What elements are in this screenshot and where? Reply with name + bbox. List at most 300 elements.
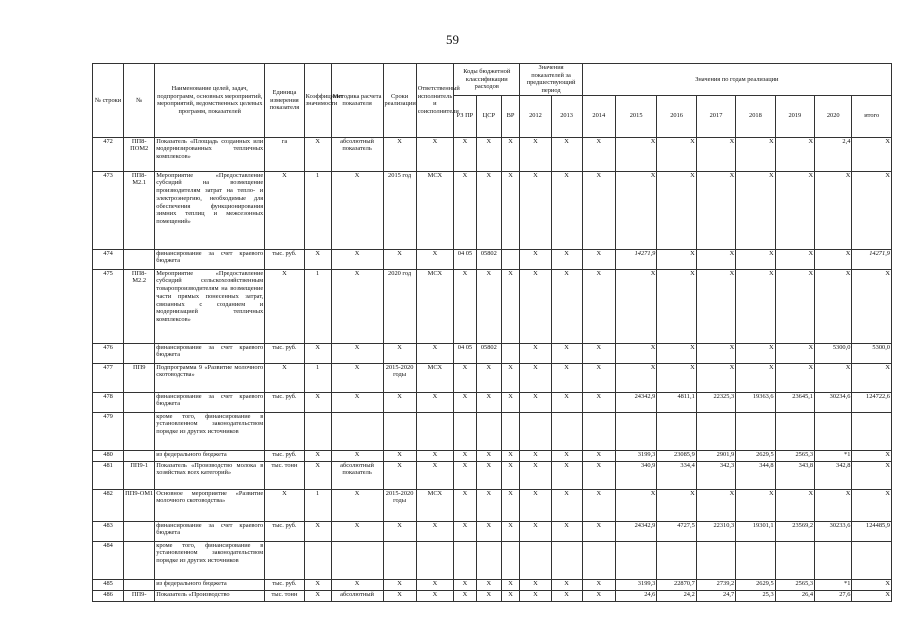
cell-rz: Х: [454, 590, 477, 601]
cell-y2015: 340,9: [615, 461, 657, 489]
cell-y2016: Х: [657, 343, 696, 363]
table-row: [93, 343, 892, 363]
cell-y2018: Х: [736, 343, 775, 363]
cell-unit: тыс. руб.: [265, 392, 304, 412]
cell-vr: Х: [501, 137, 520, 171]
cell-y2020: 27,6: [815, 590, 852, 601]
cell-total: Х: [852, 489, 892, 521]
cell-y2017: 2901,9: [696, 450, 735, 461]
cell-y2015: Х: [615, 137, 657, 171]
cell-y2017: Х: [696, 137, 735, 171]
cell-y2014: Х: [582, 137, 615, 171]
cell-code: [124, 392, 155, 412]
cell-unit: тыс. руб.: [265, 579, 304, 590]
cell-y2014: Х: [582, 269, 615, 343]
cell-y2015: [615, 541, 657, 579]
cell-csr: Х: [476, 489, 501, 521]
cell-csr: [476, 541, 501, 579]
cell-term: Х: [383, 343, 416, 363]
cell-total: 124722,6: [852, 392, 892, 412]
cell-vr: [501, 249, 520, 269]
cell-rz: Х: [454, 461, 477, 489]
cell-y2020: 2,4: [815, 137, 852, 171]
cell-y2018: Х: [736, 363, 775, 392]
cell-y2018: 25,3: [736, 590, 775, 601]
cell-y2014: Х: [582, 343, 615, 363]
cell-coef: Х: [304, 590, 331, 601]
cell-code: ПП9-ОМ1: [124, 489, 155, 521]
cell-y2016: Х: [657, 171, 696, 249]
cell-n: 476: [93, 343, 124, 363]
cell-y2016: 4811,1: [657, 392, 696, 412]
header-rz: РЗ ПР: [454, 95, 477, 137]
cell-y2020: Х: [815, 269, 852, 343]
cell-y2017: 2739,2: [696, 579, 735, 590]
cell-name: Мероприятие «Предоставление субсидий на возмещение производителям затрат на тепло- и электроэнергию, необходимые для обеспечения функционирования зимних теплиц и межсезонных помещений»: [155, 171, 265, 249]
cell-vr: [501, 343, 520, 363]
cell-unit: Х: [265, 171, 304, 249]
header-responsible: Ответственный исполнитель и соисполнители: [416, 64, 453, 138]
cell-resp: Х: [416, 450, 453, 461]
cell-y2018: 19363,6: [736, 392, 775, 412]
cell-method: абсолютный: [331, 590, 383, 601]
cell-resp: Х: [416, 461, 453, 489]
cell-vr: Х: [501, 363, 520, 392]
cell-coef: 1: [304, 269, 331, 343]
cell-csr: Х: [476, 450, 501, 461]
header-2012: 2012: [520, 95, 551, 137]
cell-name: Подпрограмма 9 «Развитие молочного скотоводства»: [155, 363, 265, 392]
cell-y2014: Х: [582, 461, 615, 489]
cell-vr: Х: [501, 171, 520, 249]
cell-resp: [416, 412, 453, 450]
cell-name: финансирование за счет краевого бюджета: [155, 392, 265, 412]
cell-y2018: Х: [736, 249, 775, 269]
cell-y2015: Х: [615, 171, 657, 249]
cell-vr: [501, 412, 520, 450]
cell-y2017: [696, 412, 735, 450]
header-code: №: [124, 64, 155, 138]
header-method: Методика расчета показателя: [331, 64, 383, 138]
cell-csr: 05802: [476, 249, 501, 269]
cell-coef: Х: [304, 137, 331, 171]
cell-y2016: 24,2: [657, 590, 696, 601]
cell-y2013: Х: [551, 343, 582, 363]
cell-y2013: [551, 541, 582, 579]
cell-total: Х: [852, 269, 892, 343]
cell-y2020: 30234,6: [815, 392, 852, 412]
cell-name: финансирование за счет краевого бюджета: [155, 249, 265, 269]
cell-y2016: Х: [657, 269, 696, 343]
cell-y2014: [582, 541, 615, 579]
cell-resp: Х: [416, 521, 453, 541]
cell-y2012: [520, 412, 551, 450]
cell-code: ПП9-: [124, 590, 155, 601]
cell-vr: Х: [501, 392, 520, 412]
cell-method: Х: [331, 249, 383, 269]
cell-coef: Х: [304, 450, 331, 461]
cell-code: [124, 412, 155, 450]
cell-y2014: Х: [582, 450, 615, 461]
cell-y2019: 23569,2: [775, 521, 814, 541]
cell-csr: [476, 412, 501, 450]
cell-term: 2015 год: [383, 171, 416, 249]
header-2015: 2015: [615, 95, 657, 137]
cell-y2018: [736, 541, 775, 579]
cell-total: Х: [852, 363, 892, 392]
table-row: [93, 249, 892, 269]
cell-code: [124, 249, 155, 269]
cell-vr: [501, 541, 520, 579]
cell-n: 477: [93, 363, 124, 392]
cell-y2017: 22310,3: [696, 521, 735, 541]
cell-y2016: [657, 541, 696, 579]
cell-y2012: Х: [520, 269, 551, 343]
cell-code: ПП9-1: [124, 461, 155, 489]
cell-y2020: [815, 541, 852, 579]
cell-method: [331, 412, 383, 450]
cell-csr: Х: [476, 171, 501, 249]
cell-y2017: 342,3: [696, 461, 735, 489]
cell-name: Показатель «Производство молока в хозяйствах всех категорий»: [155, 461, 265, 489]
cell-rz: Х: [454, 450, 477, 461]
cell-y2018: Х: [736, 171, 775, 249]
cell-y2017: Х: [696, 249, 735, 269]
cell-name: из федерального бюджета: [155, 450, 265, 461]
cell-name: кроме того, финансирование в установленном законодательством порядке из других источников: [155, 541, 265, 579]
cell-unit: тыс. руб.: [265, 249, 304, 269]
cell-vr: Х: [501, 521, 520, 541]
cell-y2012: Х: [520, 521, 551, 541]
cell-y2014: Х: [582, 521, 615, 541]
cell-y2019: 2565,3: [775, 450, 814, 461]
table-row: [93, 521, 892, 541]
cell-y2019: 23645,1: [775, 392, 814, 412]
cell-y2013: Х: [551, 171, 582, 249]
cell-rz: Х: [454, 363, 477, 392]
cell-total: 5300,0: [852, 343, 892, 363]
cell-y2014: [582, 412, 615, 450]
cell-total: Х: [852, 590, 892, 601]
cell-method: Х: [331, 450, 383, 461]
cell-resp: Х: [416, 392, 453, 412]
cell-y2018: Х: [736, 269, 775, 343]
header-name: Наименование целей, задач, подпрограмм, основных мероприятий, мероприятий, ведомственных целевых программ, показателей: [155, 64, 265, 138]
header-budget-codes: Коды бюджетной классификации расходов: [454, 64, 520, 96]
cell-resp: Х: [416, 249, 453, 269]
cell-unit: тыс. тонн: [265, 590, 304, 601]
cell-y2017: Х: [696, 363, 735, 392]
cell-code: ПП8-М2.1: [124, 171, 155, 249]
cell-vr: Х: [501, 489, 520, 521]
cell-y2015: 24342,9: [615, 392, 657, 412]
cell-total: [852, 412, 892, 450]
cell-unit: Х: [265, 363, 304, 392]
cell-y2015: Х: [615, 269, 657, 343]
cell-y2012: Х: [520, 363, 551, 392]
cell-resp: МСХ: [416, 489, 453, 521]
cell-term: Х: [383, 590, 416, 601]
cell-y2012: Х: [520, 590, 551, 601]
cell-method: Х: [331, 489, 383, 521]
cell-y2019: Х: [775, 171, 814, 249]
cell-unit: [265, 541, 304, 579]
cell-n: 473: [93, 171, 124, 249]
cell-y2013: Х: [551, 521, 582, 541]
cell-y2018: 19301,1: [736, 521, 775, 541]
cell-resp: [416, 541, 453, 579]
cell-csr: Х: [476, 590, 501, 601]
cell-coef: Х: [304, 392, 331, 412]
cell-csr: Х: [476, 392, 501, 412]
cell-y2014: Х: [582, 392, 615, 412]
header-unit: Единица измерения показателя: [265, 64, 304, 138]
header-2013: 2013: [551, 95, 582, 137]
cell-method: Х: [331, 363, 383, 392]
cell-y2014: Х: [582, 171, 615, 249]
cell-rz: 04 05: [454, 343, 477, 363]
header-term: Сроки реализации: [383, 64, 416, 138]
cell-rz: Х: [454, 269, 477, 343]
cell-method: Х: [331, 343, 383, 363]
cell-y2014: Х: [582, 489, 615, 521]
cell-name: Показатель «Производство: [155, 590, 265, 601]
cell-n: 486: [93, 590, 124, 601]
cell-coef: [304, 412, 331, 450]
cell-rz: Х: [454, 521, 477, 541]
cell-unit: га: [265, 137, 304, 171]
cell-code: [124, 521, 155, 541]
header-years-title: Значения по годам реализации: [582, 64, 891, 96]
cell-y2015: Х: [615, 489, 657, 521]
cell-y2014: Х: [582, 249, 615, 269]
cell-n: 480: [93, 450, 124, 461]
table-row: [93, 392, 892, 412]
cell-y2020: Х: [815, 249, 852, 269]
cell-name: Мероприятие «Предоставление субсидий сельскохозяйственным товаропроизводителям на возмещение части прямых понесенных затрат, связанных с созданием и модернизацией тепличных комплексов»: [155, 269, 265, 343]
cell-y2020: *1: [815, 579, 852, 590]
cell-total: Х: [852, 579, 892, 590]
cell-method: Х: [331, 171, 383, 249]
cell-y2015: 3199,3: [615, 579, 657, 590]
cell-coef: Х: [304, 579, 331, 590]
cell-method: абсолютный показатель: [331, 461, 383, 489]
cell-y2012: [520, 541, 551, 579]
cell-y2012: Х: [520, 392, 551, 412]
cell-term: Х: [383, 249, 416, 269]
cell-vr: Х: [501, 590, 520, 601]
cell-y2017: 22325,3: [696, 392, 735, 412]
table-row: [93, 171, 892, 249]
cell-y2013: Х: [551, 137, 582, 171]
cell-csr: Х: [476, 269, 501, 343]
cell-y2019: [775, 412, 814, 450]
cell-y2016: 22870,7: [657, 579, 696, 590]
cell-rz: Х: [454, 489, 477, 521]
cell-code: [124, 343, 155, 363]
cell-y2020: 342,8: [815, 461, 852, 489]
cell-rz: Х: [454, 579, 477, 590]
cell-term: Х: [383, 461, 416, 489]
cell-y2018: [736, 412, 775, 450]
cell-unit: Х: [265, 269, 304, 343]
cell-method: Х: [331, 392, 383, 412]
cell-resp: МСХ: [416, 363, 453, 392]
cell-rz: [454, 412, 477, 450]
cell-y2018: 2629,5: [736, 450, 775, 461]
cell-rz: Х: [454, 137, 477, 171]
cell-unit: тыс. руб.: [265, 521, 304, 541]
cell-resp: Х: [416, 343, 453, 363]
cell-vr: Х: [501, 450, 520, 461]
program-table: [92, 63, 892, 602]
cell-total: Х: [852, 450, 892, 461]
cell-y2013: Х: [551, 363, 582, 392]
cell-resp: Х: [416, 137, 453, 171]
cell-y2016: 4727,5: [657, 521, 696, 541]
cell-total: [852, 541, 892, 579]
cell-y2013: Х: [551, 579, 582, 590]
cell-y2012: Х: [520, 171, 551, 249]
cell-y2016: Х: [657, 363, 696, 392]
cell-n: 484: [93, 541, 124, 579]
cell-name: финансирование за счет краевого бюджета: [155, 343, 265, 363]
cell-rz: Х: [454, 171, 477, 249]
cell-y2019: 2565,3: [775, 579, 814, 590]
header-2016: 2016: [657, 95, 696, 137]
table-row: [93, 579, 892, 590]
cell-y2019: [775, 541, 814, 579]
cell-n: 479: [93, 412, 124, 450]
cell-y2016: [657, 412, 696, 450]
cell-y2020: *1: [815, 450, 852, 461]
cell-y2012: Х: [520, 489, 551, 521]
cell-vr: Х: [501, 269, 520, 343]
cell-y2014: Х: [582, 590, 615, 601]
table-body: [93, 137, 892, 601]
cell-y2015: 24342,9: [615, 521, 657, 541]
cell-total: Х: [852, 171, 892, 249]
cell-n: 485: [93, 579, 124, 590]
cell-term: Х: [383, 450, 416, 461]
cell-y2015: 3199,3: [615, 450, 657, 461]
cell-rz: [454, 541, 477, 579]
cell-y2017: 24,7: [696, 590, 735, 601]
cell-y2019: Х: [775, 363, 814, 392]
cell-n: 483: [93, 521, 124, 541]
cell-unit: тыс. руб.: [265, 343, 304, 363]
cell-csr: Х: [476, 579, 501, 590]
cell-y2017: Х: [696, 269, 735, 343]
cell-unit: Х: [265, 489, 304, 521]
cell-y2019: Х: [775, 249, 814, 269]
cell-y2020: Х: [815, 171, 852, 249]
cell-term: [383, 412, 416, 450]
cell-code: ПП8-ПОМ2: [124, 137, 155, 171]
cell-method: Х: [331, 269, 383, 343]
header-csr: ЦСР: [476, 95, 501, 137]
table-row: [93, 269, 892, 343]
cell-y2013: [551, 412, 582, 450]
cell-coef: Х: [304, 461, 331, 489]
cell-y2019: 26,4: [775, 590, 814, 601]
cell-y2015: [615, 412, 657, 450]
cell-y2012: Х: [520, 249, 551, 269]
cell-y2012: Х: [520, 343, 551, 363]
cell-y2016: Х: [657, 137, 696, 171]
cell-name: финансирование за счет краевого бюджета: [155, 521, 265, 541]
cell-coef: Х: [304, 521, 331, 541]
page-number: 59: [446, 32, 459, 47]
cell-y2012: Х: [520, 137, 551, 171]
cell-code: [124, 450, 155, 461]
cell-y2018: Х: [736, 489, 775, 521]
header-previous-period: Значения показателей за предшествующий период: [520, 64, 582, 96]
table-row: [93, 489, 892, 521]
cell-total: 124485,9: [852, 521, 892, 541]
cell-term: Х: [383, 137, 416, 171]
table-row: [93, 363, 892, 392]
cell-csr: Х: [476, 461, 501, 489]
cell-total: Х: [852, 137, 892, 171]
cell-y2015: 24,6: [615, 590, 657, 601]
cell-y2018: Х: [736, 137, 775, 171]
cell-y2013: Х: [551, 590, 582, 601]
cell-method: абсолютный показатель: [331, 137, 383, 171]
cell-y2013: Х: [551, 450, 582, 461]
cell-y2015: 14271,9: [615, 249, 657, 269]
cell-coef: Х: [304, 343, 331, 363]
header-2017: 2017: [696, 95, 735, 137]
cell-name: из федерального бюджета: [155, 579, 265, 590]
table-row: [93, 590, 892, 601]
cell-unit: [265, 412, 304, 450]
cell-term: 2015-2020 годы: [383, 489, 416, 521]
cell-y2017: Х: [696, 489, 735, 521]
cell-y2012: Х: [520, 579, 551, 590]
cell-unit: тыс. руб.: [265, 450, 304, 461]
cell-resp: МСХ: [416, 171, 453, 249]
cell-code: [124, 579, 155, 590]
cell-coef: 1: [304, 489, 331, 521]
header-row-no: № строки: [93, 64, 124, 138]
cell-y2016: Х: [657, 249, 696, 269]
header-coef: Коэффициент значимости: [304, 64, 331, 138]
cell-n: 472: [93, 137, 124, 171]
cell-csr: Х: [476, 137, 501, 171]
cell-y2013: Х: [551, 489, 582, 521]
table-row: [93, 412, 892, 450]
header-total: итого: [852, 95, 892, 137]
cell-vr: Х: [501, 461, 520, 489]
cell-coef: 1: [304, 171, 331, 249]
header-vr: ВР: [501, 95, 520, 137]
cell-code: [124, 541, 155, 579]
cell-total: 14271,9: [852, 249, 892, 269]
cell-term: 2015-2020 годы: [383, 363, 416, 392]
cell-y2019: 343,8: [775, 461, 814, 489]
cell-y2015: Х: [615, 363, 657, 392]
cell-y2014: Х: [582, 363, 615, 392]
cell-name: кроме того, финансирование в установленном законодательством порядке из других источников: [155, 412, 265, 450]
cell-y2017: Х: [696, 171, 735, 249]
cell-y2019: Х: [775, 269, 814, 343]
cell-y2018: 344,8: [736, 461, 775, 489]
header-2019: 2019: [775, 95, 814, 137]
cell-y2014: Х: [582, 579, 615, 590]
cell-n: 474: [93, 249, 124, 269]
cell-name: Показатель «Площадь созданных или модернизированных тепличных комплексов»: [155, 137, 265, 171]
